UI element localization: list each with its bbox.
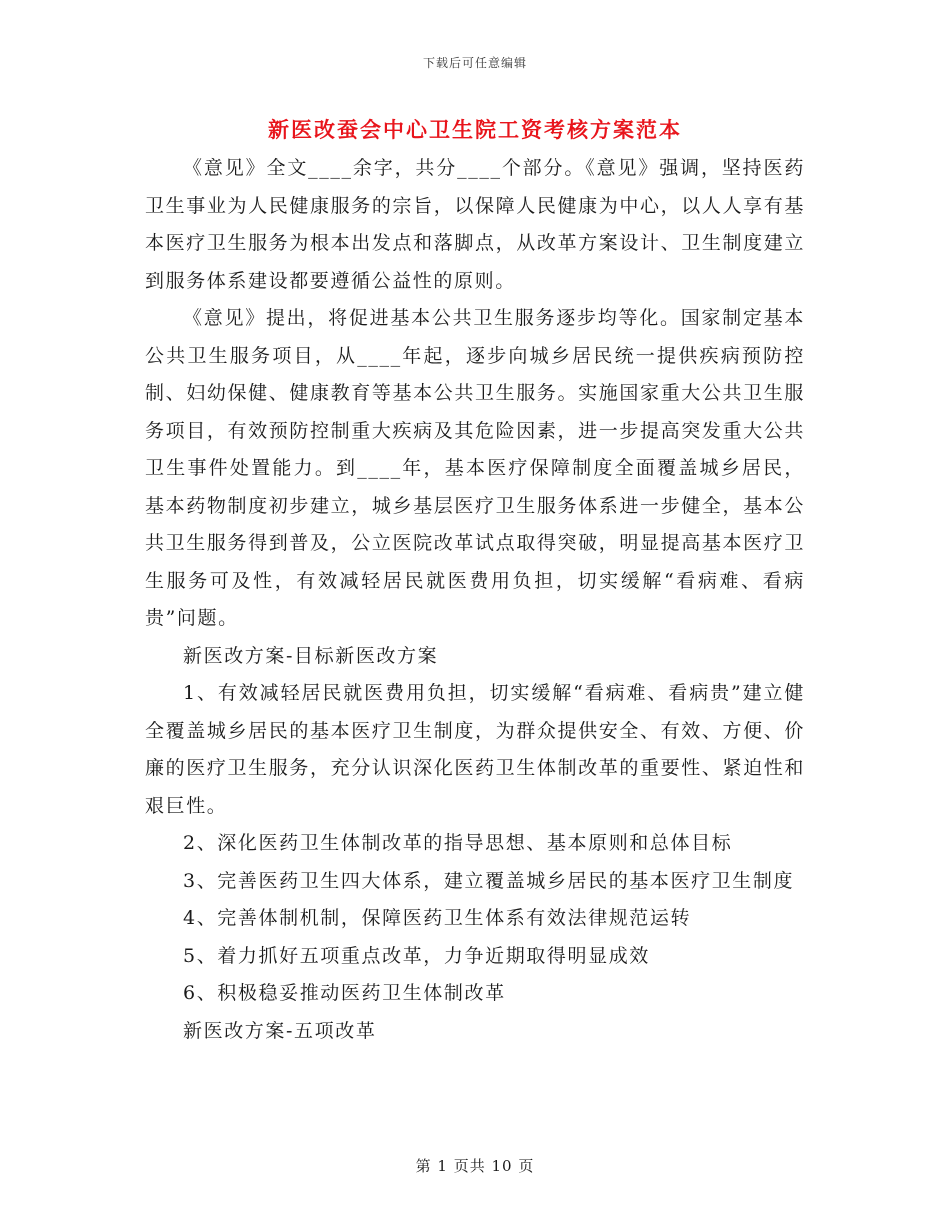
section-heading-reforms: 新医改方案-五项改革: [183, 1019, 377, 1042]
list-item-2: 2、深化医药卫生体制改革的指导思想、基本原则和总体目标: [183, 832, 733, 854]
document-title: 新医改蚕会中心卫生院工资考核方案范本: [268, 117, 682, 142]
list-item-6: 6、积极稳妥推动医药卫生体制改革: [183, 982, 506, 1004]
list-item-5: 5、着力抓好五项重点改革，力争近期取得明显成效: [183, 944, 650, 967]
header-note: 下载后可任意编辑: [422, 56, 527, 70]
list-item-1: 1、有效减轻居民就医费用负担，切实缓解“看病难、看病贵”建立健全覆盖城乡居民的基本医疗卫生制度，为群众提供安全、有效、方便、价廉的医疗卫生服务，充分认识深化医药卫生体制改革的重要性、紧迫性和艰巨性。: [145, 682, 805, 817]
document-body: [145, 150, 805, 1050]
page-footer: 第 1 页共 10 页: [415, 1157, 535, 1175]
paragraph-opinion: 《意见》提出，将促进基本公共卫生服务逐步均等化。国家制定基本公共卫生服务项目，从____年起，逐步向城乡居民统一提供疾病预防控制、妇幼保健、健康教育等基本公共卫生服务。实施国家重大公共卫生服务项目，有效预防控制重大疾病及其危险因素，进一步提高突发重大公共卫生事件处置能力。到____年，基本医疗保障制度全面覆盖城乡居民，基本药物制度初步建立，城乡基层医疗卫生服务体系进一步健全，基本公共卫生服务得到普及，公立医院改革试点取得突破，明显提高基本医疗卫生服务可及性，有效减轻居民就医费用负担，切实缓解“看病难、看病贵”问题。: [145, 307, 805, 629]
list-item-3: 3、完善医药卫生四大体系，建立覆盖城乡居民的基本医疗卫生制度: [183, 869, 795, 892]
paragraph-intro: 《意见》全文____余字，共分____个部分。《意见》强调，坚持医药卫生事业为人民健康服务的宗旨，以保障人民健康为中心，以人人享有基本医疗卫生服务为根本出发点和落脚点，从改革方案设计、卫生制度建立到服务体系建设都要遵循公益性的原则。: [145, 157, 805, 292]
section-heading-goals: 新医改方案-目标新医改方案: [183, 644, 439, 667]
list-item-4: 4、完善体制机制，保障医药卫生体系有效法律规范运转: [183, 907, 692, 929]
